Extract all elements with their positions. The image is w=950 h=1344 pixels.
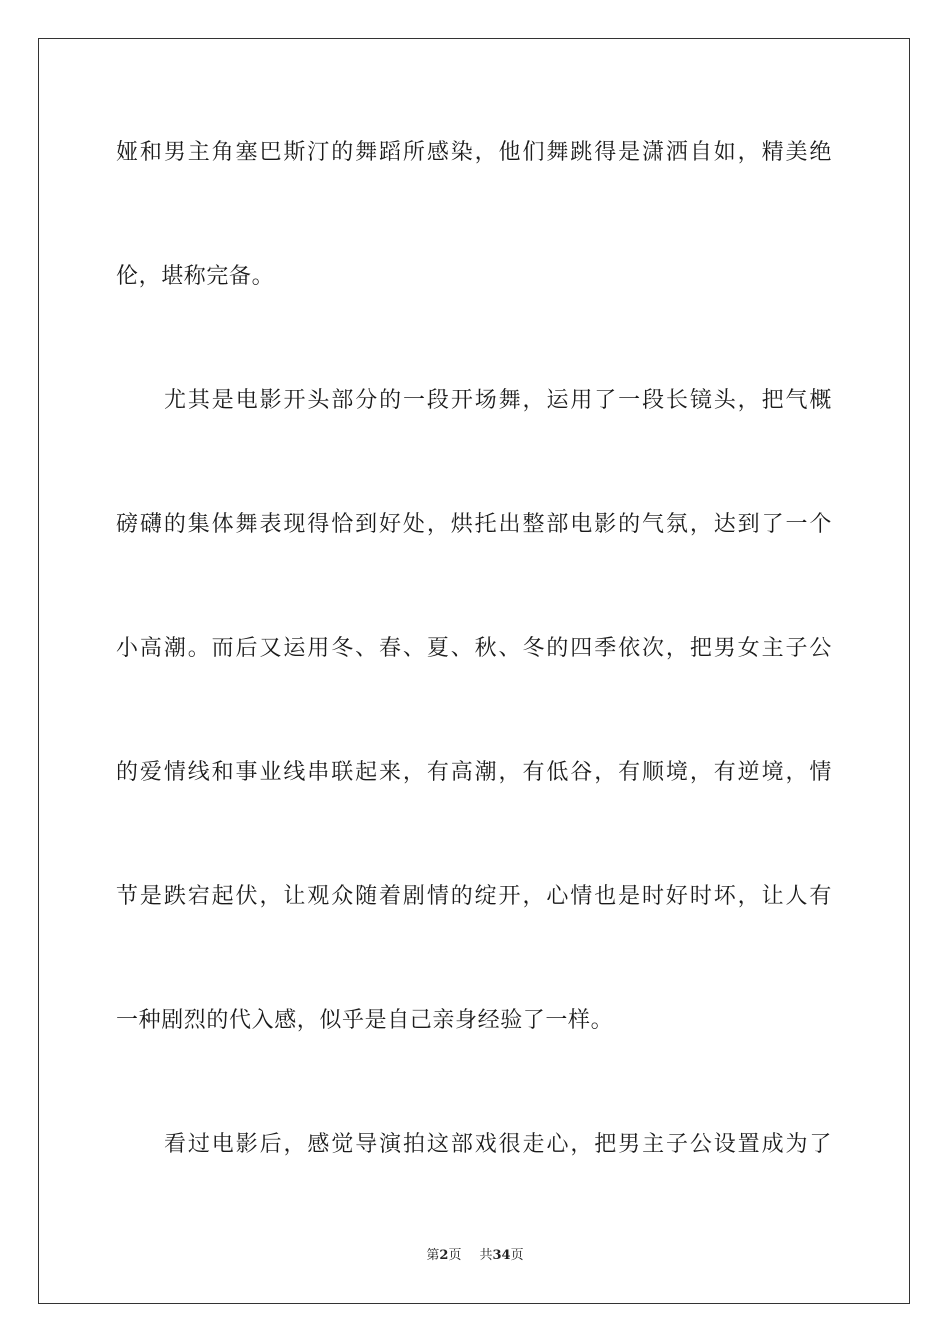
total-prefix: 共: [479, 1248, 493, 1263]
total-suffix: 页: [510, 1248, 524, 1263]
text-line-6: 的爱情线和事业线串联起来，有高潮，有低谷，有顺境，有逆境，情: [116, 760, 832, 785]
page-border: [38, 38, 910, 1304]
text-line-3: 尤其是电影开头部分的一段开场舞，运用了一段长镜头，把气概: [164, 388, 832, 413]
page-footer: [0, 1247, 950, 1265]
text-line-9: 看过电影后，感觉导演拍这部戏很走心，把男主子公设置成为了: [164, 1132, 832, 1157]
total-pages: 34: [492, 1248, 511, 1263]
text-line-4: 磅礴的集体舞表现得恰到好处，烘托出整部电影的气氛，达到了一个: [116, 512, 832, 537]
page-suffix: 页: [448, 1248, 462, 1263]
page-number: 2: [439, 1248, 449, 1263]
text-line-8: 一种剧烈的代入感，似乎是自己亲身经验了一样。: [116, 1008, 614, 1033]
text-line-7: 节是跌宕起伏，让观众随着剧情的绽开，心情也是时好时坏，让人有: [116, 884, 832, 909]
text-line-5: 小高潮。而后又运用冬、春、夏、秋、冬的四季依次，把男女主子公: [116, 636, 832, 661]
text-line-1: 娅和男主角塞巴斯汀的舞蹈所感染，他们舞跳得是潇洒自如，精美绝: [116, 140, 832, 165]
text-line-2: 伦，堪称完备。: [116, 264, 275, 289]
page-prefix: 第: [426, 1248, 440, 1263]
